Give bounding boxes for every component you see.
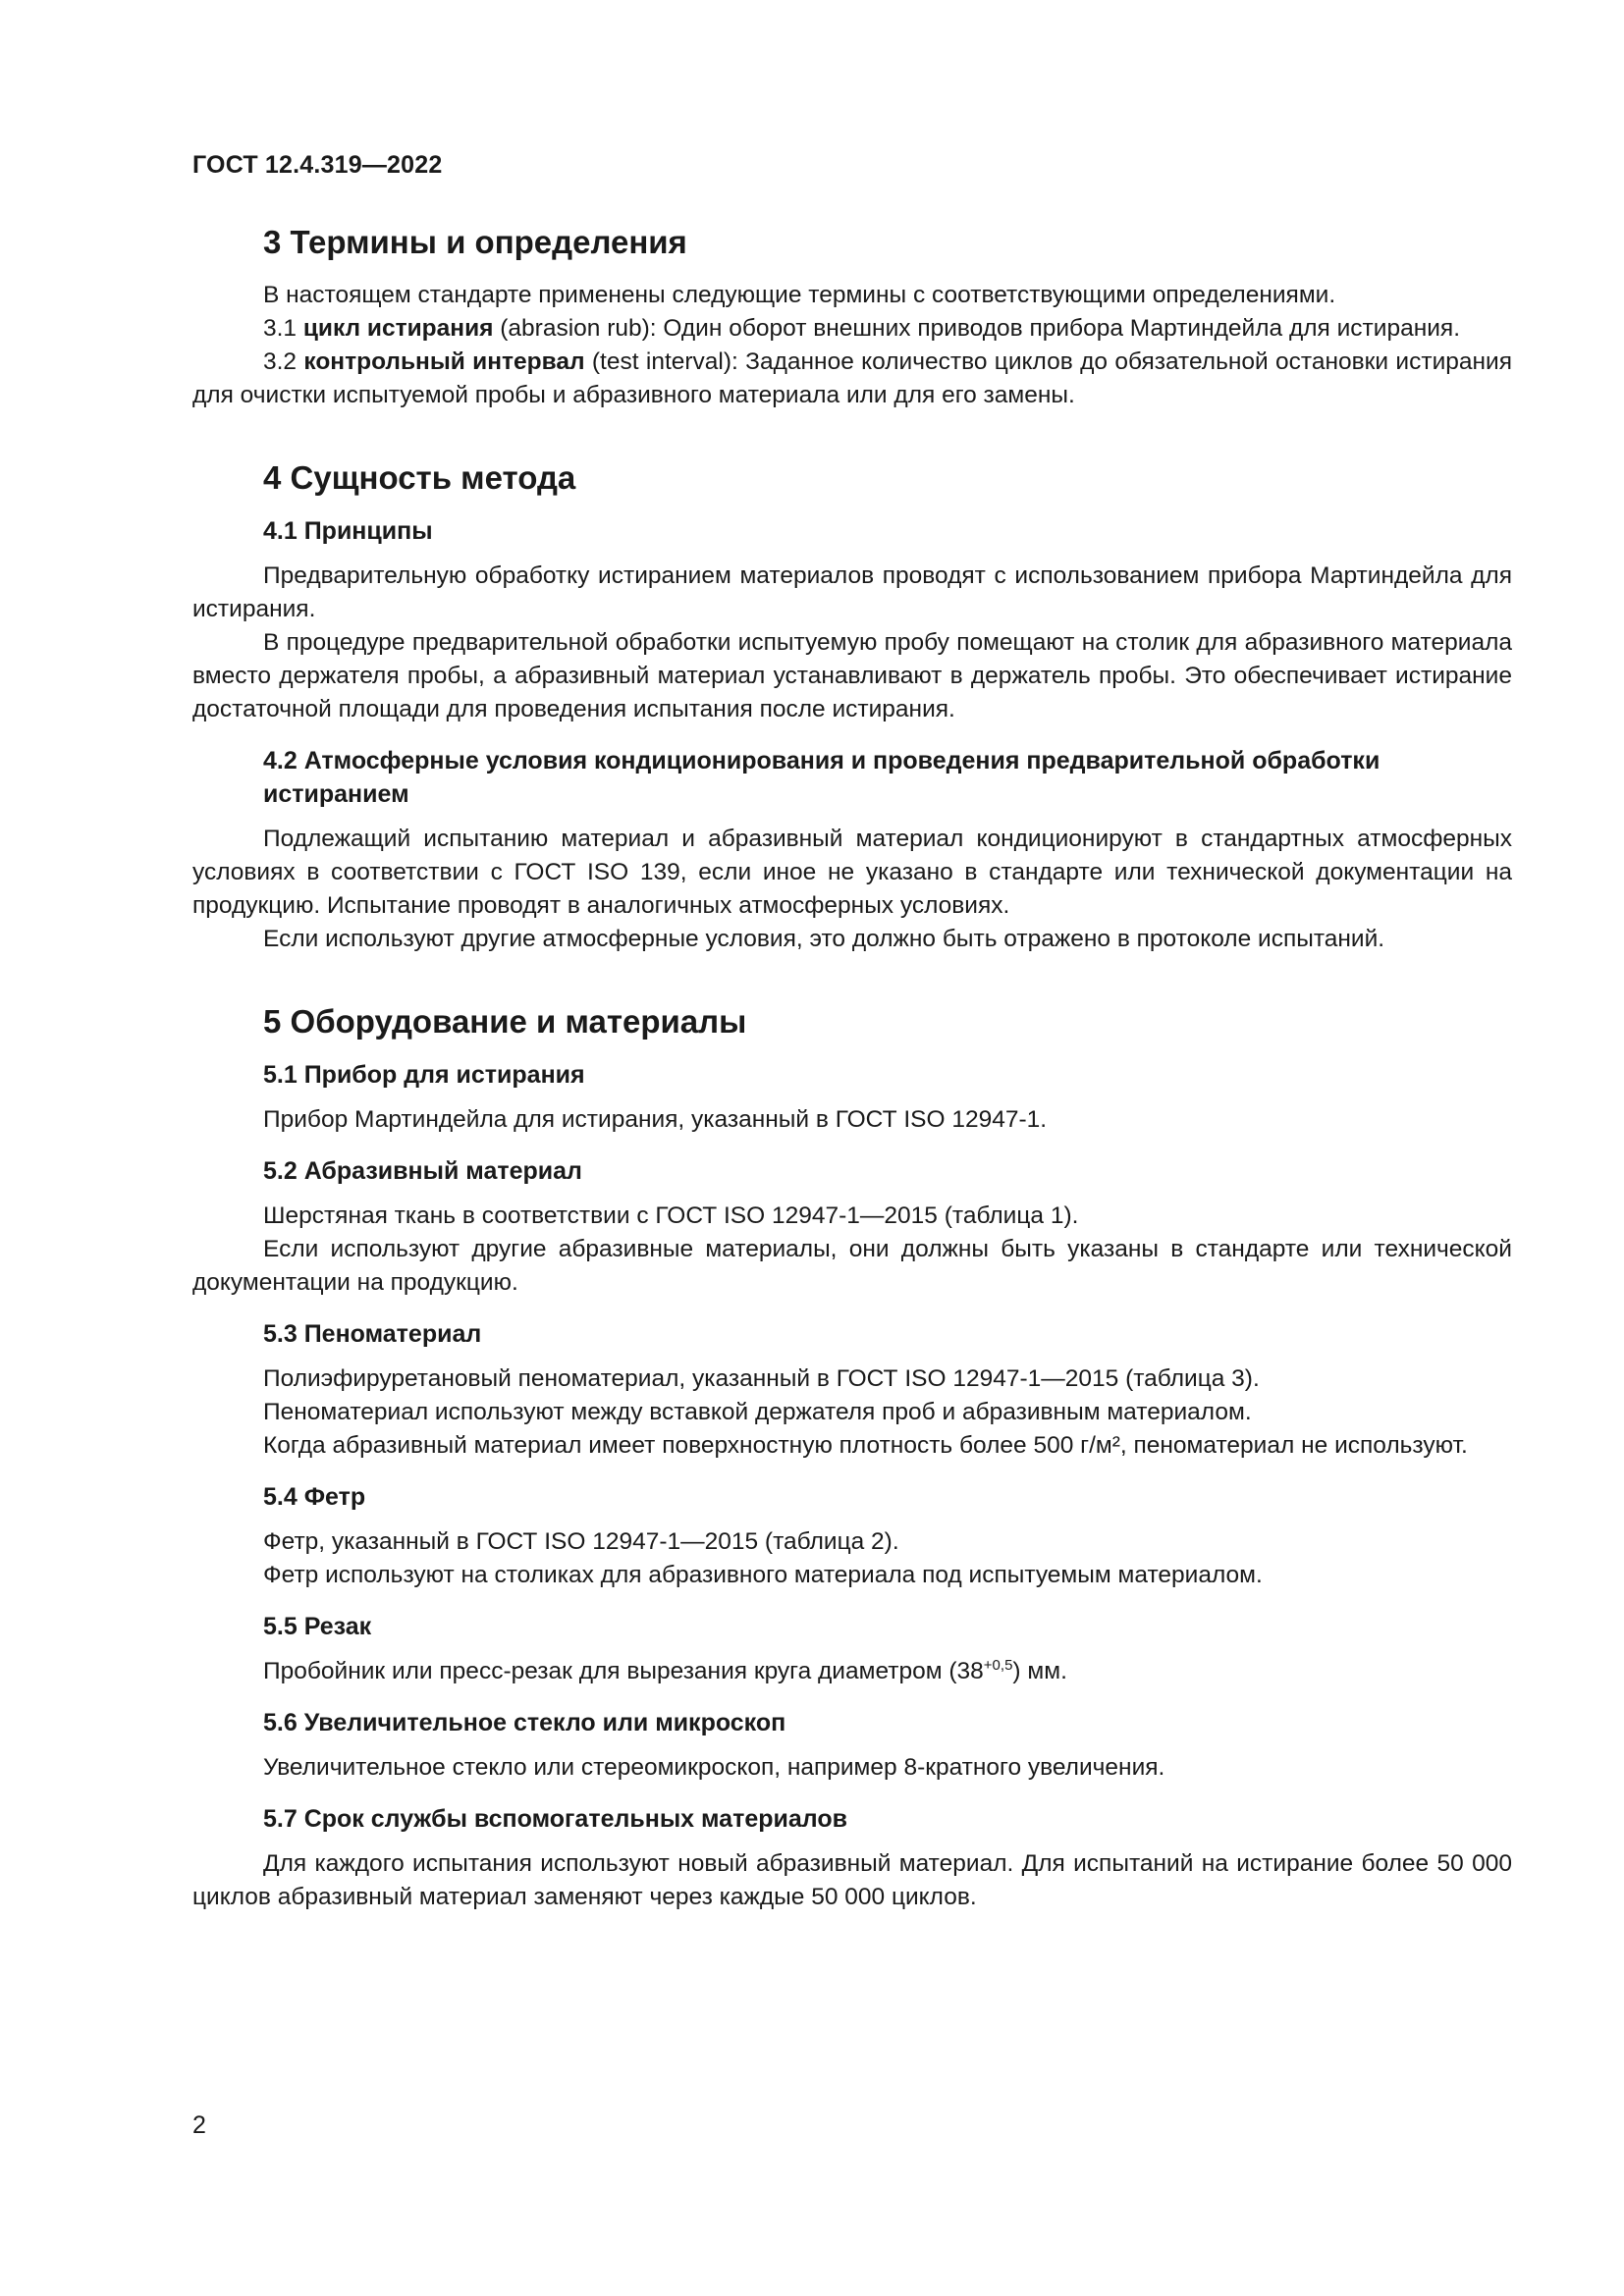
document-header-id: ГОСТ 12.4.319—2022 xyxy=(192,151,443,179)
tolerance-superscript: +0,5 xyxy=(983,1656,1013,1674)
subsection-5-3-paragraph-2: Пеноматериал используют между вставкой держателя проб и абразивным материалом. xyxy=(263,1399,1252,1425)
subsection-5-6-paragraph-1: Увеличительное стекло или стереомикроскоп, например 8-кратного увеличения. xyxy=(263,1754,1165,1781)
term-3-2-number: 3.2 xyxy=(263,348,304,375)
term-3-1-definition: (abrasion rub): Один оборот внешних приводов прибора Мартиндейла для истирания. xyxy=(493,315,1460,342)
term-3-1-number: 3.1 xyxy=(263,315,303,342)
section-4-title: 4 Сущность метода xyxy=(263,459,576,496)
subsection-5-2-paragraph-1: Шерстяная ткань в соответствии с ГОСТ ISO 12947-1—2015 (таблица 1). xyxy=(263,1202,1079,1229)
subsection-4-1-title: 4.1 Принципы xyxy=(263,517,433,545)
section-3-title: 3 Термины и определения xyxy=(263,224,687,260)
subsection-5-4-paragraph-1: Фетр, указанный в ГОСТ ISO 12947-1—2015 (таблица 2). xyxy=(263,1528,899,1555)
subsection-5-5-title: 5.5 Резак xyxy=(263,1613,372,1640)
subsection-4-2-paragraph-2: Если используют другие атмосферные условия, это должно быть отражено в протоколе испытаний. xyxy=(263,926,1385,952)
subsection-5-3-title: 5.3 Пеноматериал xyxy=(263,1320,482,1348)
subsection-5-5-paragraph-1 xyxy=(192,1655,1512,1688)
term-3-1 xyxy=(192,312,1512,346)
section-3-intro: В настоящем стандарте применены следующие термины с соответствующими определениями. xyxy=(263,282,1336,308)
term-3-2-definition: (test interval): Заданное количество циклов до обязательной остановки истирания для очистки испытуемой пробы и абразивного материала или для его замены. xyxy=(192,348,1512,408)
page-number: 2 xyxy=(192,2111,206,2139)
cutter-text-start: Пробойник или пресс-резак для вырезания круга диаметром (38 xyxy=(263,1658,984,1684)
section-5-title: 5 Оборудование и материалы xyxy=(263,1003,747,1040)
subsection-5-1-title: 5.1 Прибор для истирания xyxy=(263,1061,585,1089)
subsection-5-7-paragraph-1: Для каждого испытания используют новый абразивный материал. Для испытаний на истирание более 50 000 циклов абразивный материал заменяют через каждые 50 000 циклов. xyxy=(192,1850,1512,1910)
subsection-4-2-paragraph-1: Подлежащий испытанию материал и абразивный материал кондиционируют в стандартных атмосферных условиях в соответствии с ГОСТ ISO 139, если иное не указано в стандарте или технической документации на продукцию. Испытание проводят в аналогичных атмосферных условиях. xyxy=(192,826,1512,919)
document-content xyxy=(192,220,1512,1914)
subsection-5-7-title: 5.7 Срок службы вспомогательных материалов xyxy=(263,1805,847,1833)
subsection-5-4-title: 5.4 Фетр xyxy=(263,1483,366,1511)
subsection-5-3-paragraph-3: Когда абразивный материал имеет поверхностную плотность более 500 г/м², пеноматериал не используют. xyxy=(263,1432,1468,1459)
subsection-4-1-paragraph-1: Предварительную обработку истиранием материалов проводят с использованием прибора Мартиндейла для истирания. xyxy=(192,562,1512,622)
subsection-5-4-paragraph-2: Фетр используют на столиках для абразивного материала под испытуемым материалом. xyxy=(263,1562,1263,1588)
term-3-2 xyxy=(192,346,1512,412)
term-3-1-term: цикл истирания xyxy=(302,315,494,342)
subsection-5-2-title: 5.2 Абразивный материал xyxy=(263,1157,582,1185)
subsection-4-2-title: 4.2 Атмосферные условия кондиционирования и проведения предварительной обработки истиранием xyxy=(263,747,1380,808)
cutter-text-end: ) мм. xyxy=(1012,1658,1067,1684)
subsection-5-6-title: 5.6 Увеличительное стекло или микроскоп xyxy=(263,1709,786,1736)
term-3-2-term: контрольный интервал xyxy=(303,348,585,375)
subsection-5-1-paragraph-1: Прибор Мартиндейла для истирания, указанный в ГОСТ ISO 12947-1. xyxy=(263,1106,1048,1133)
subsection-5-3-paragraph-1: Полиэфируретановый пеноматериал, указанный в ГОСТ ISO 12947-1—2015 (таблица 3). xyxy=(263,1365,1260,1392)
subsection-5-2-paragraph-2: Если используют другие абразивные материалы, они должны быть указаны в стандарте или технической документации на продукцию. xyxy=(192,1236,1512,1296)
subsection-4-1-paragraph-2: В процедуре предварительной обработки испытуемую пробу помещают на столик для абразивного материала вместо держателя пробы, а абразивный материал устанавливают в держатель пробы. Это обеспечивает истирание достаточной площади для проведения испытания после истирания. xyxy=(192,629,1512,722)
